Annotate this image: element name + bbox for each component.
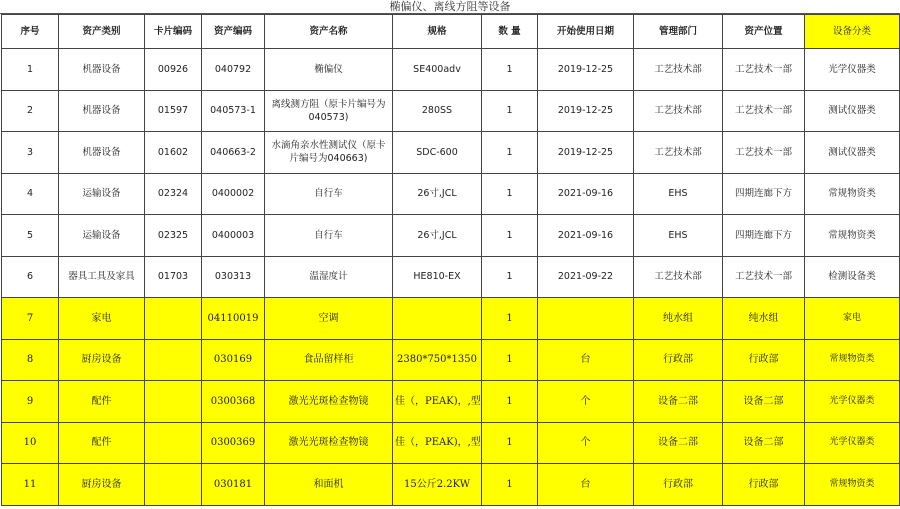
cell-spec[interactable]: 26寸,JCL — [393, 173, 482, 215]
cell-dept[interactable]: 工艺技术部 — [634, 49, 723, 91]
cell-asset-category[interactable]: 厨房设备 — [59, 339, 145, 381]
cell-start-date[interactable]: 2021-09-22 — [538, 256, 634, 298]
cell-quantity[interactable]: 1 — [482, 381, 538, 423]
cell-seq[interactable]: 7 — [2, 298, 59, 340]
header-card-code[interactable]: 卡片编码 — [145, 15, 202, 49]
header-seq[interactable]: 序号 — [2, 15, 59, 49]
cell-equipment-class[interactable]: 常规物资类 — [805, 173, 900, 215]
cell-dept[interactable]: 设备二部 — [634, 381, 723, 423]
cell-asset-code[interactable]: 040792 — [202, 49, 265, 91]
cell-quantity[interactable]: 1 — [482, 132, 538, 174]
cell-dept[interactable]: 工艺技术部 — [634, 132, 723, 174]
cell-equipment-class[interactable]: 光学仪器类 — [805, 49, 900, 91]
cell-card-code[interactable] — [145, 422, 202, 464]
cell-start-date[interactable]: 2021-09-16 — [538, 173, 634, 215]
cell-location[interactable]: 工艺技术一部 — [723, 49, 805, 91]
cell-asset-code[interactable]: 030313 — [202, 256, 265, 298]
asset-table — [1, 14, 900, 506]
header-asset-code[interactable]: 资产编码 — [202, 15, 265, 49]
cell-equipment-class[interactable]: 常规物资类 — [805, 339, 900, 381]
cell-seq[interactable]: 9 — [2, 381, 59, 423]
cell-quantity[interactable]: 1 — [482, 298, 538, 340]
cell-start-date[interactable] — [538, 298, 634, 340]
cell-quantity[interactable]: 1 — [482, 215, 538, 257]
header-dept[interactable]: 管理部门 — [634, 15, 723, 49]
cell-spec[interactable]: SDC-600 — [393, 132, 482, 174]
cell-asset-name[interactable]: 食品留样柜 — [265, 339, 393, 381]
header-asset-category[interactable]: 资产类别 — [59, 15, 145, 49]
cell-dept[interactable]: 行政部 — [634, 464, 723, 506]
cell-card-code[interactable]: 01597 — [145, 90, 202, 132]
cell-asset-category[interactable]: 运输设备 — [59, 173, 145, 215]
cell-spec[interactable]: SE400adv — [393, 49, 482, 91]
cell-equipment-class[interactable]: 光学仪器类 — [805, 381, 900, 423]
cell-location[interactable]: 工艺技术一部 — [723, 256, 805, 298]
cell-asset-name[interactable]: 自行车 — [265, 173, 393, 215]
cell-card-code[interactable] — [145, 339, 202, 381]
cell-asset-name[interactable]: 激光光斑检查物镜 — [265, 381, 393, 423]
cell-quantity[interactable]: 1 — [482, 49, 538, 91]
cell-asset-code[interactable]: 0300369 — [202, 422, 265, 464]
cell-location[interactable]: 工艺技术一部 — [723, 132, 805, 174]
cell-seq[interactable]: 3 — [2, 132, 59, 174]
cell-asset-category[interactable]: 配件 — [59, 422, 145, 464]
cell-location[interactable]: 纯水组 — [723, 298, 805, 340]
cell-location[interactable]: 行政部 — [723, 339, 805, 381]
header-equipment-class[interactable]: 设备分类 — [805, 15, 900, 49]
cell-asset-code[interactable]: 040573-1 — [202, 90, 265, 132]
cell-spec[interactable]: 佳（，PEAK)，,型 — [393, 422, 482, 464]
cell-dept[interactable]: 纯水组 — [634, 298, 723, 340]
cell-asset-category[interactable]: 配件 — [59, 381, 145, 423]
cell-asset-code[interactable]: 030181 — [202, 464, 265, 506]
header-asset-name[interactable]: 资产名称 — [265, 15, 393, 49]
table-row — [2, 256, 900, 298]
cell-asset-code[interactable]: 0300368 — [202, 381, 265, 423]
cell-asset-category[interactable]: 机器设备 — [59, 49, 145, 91]
header-spec[interactable]: 规格 — [393, 15, 482, 49]
cell-asset-name[interactable]: 激光光斑检查物镜 — [265, 422, 393, 464]
cell-start-date[interactable]: 2019-12-25 — [538, 90, 634, 132]
cell-asset-name[interactable]: 离线测方阻（原卡片编号为040573) — [265, 90, 393, 132]
cell-seq[interactable]: 11 — [2, 464, 59, 506]
cell-asset-category[interactable]: 厨房设备 — [59, 464, 145, 506]
cell-seq[interactable]: 8 — [2, 339, 59, 381]
cell-asset-code[interactable]: 0400002 — [202, 173, 265, 215]
cell-equipment-class[interactable]: 测试仪器类 — [805, 132, 900, 174]
cell-spec[interactable]: 280SS — [393, 90, 482, 132]
cell-spec[interactable]: 佳（，PEAK)，,型 — [393, 381, 482, 423]
table-row — [2, 49, 900, 91]
cell-spec[interactable]: HE810-EX — [393, 256, 482, 298]
cell-seq[interactable]: 2 — [2, 90, 59, 132]
table-row — [2, 381, 900, 423]
cell-spec[interactable]: 15公斤2.2KW — [393, 464, 482, 506]
cell-location[interactable]: 设备二部 — [723, 381, 805, 423]
table-row — [2, 215, 900, 257]
cell-quantity[interactable]: 1 — [482, 464, 538, 506]
cell-start-date[interactable]: 台 — [538, 464, 634, 506]
cell-start-date[interactable]: 个 — [538, 422, 634, 464]
cell-asset-name[interactable]: 空调 — [265, 298, 393, 340]
cell-quantity[interactable]: 1 — [482, 173, 538, 215]
cell-spec[interactable]: 2380*750*1350 — [393, 339, 482, 381]
header-quantity[interactable]: 数 量 — [482, 15, 538, 49]
cell-quantity[interactable]: 1 — [482, 90, 538, 132]
cell-asset-name[interactable]: 和面机 — [265, 464, 393, 506]
table-row — [2, 132, 900, 174]
header-location[interactable]: 资产位置 — [723, 15, 805, 49]
header-start-date[interactable]: 开始使用日期 — [538, 15, 634, 49]
cell-card-code[interactable]: 02325 — [145, 215, 202, 257]
cell-asset-code[interactable]: 04110019 — [202, 298, 265, 340]
cell-equipment-class[interactable]: 光学仪器类 — [805, 422, 900, 464]
cell-location[interactable]: 工艺技术一部 — [723, 90, 805, 132]
cell-asset-code[interactable]: 0400003 — [202, 215, 265, 257]
cell-asset-name[interactable]: 温湿度计 — [265, 256, 393, 298]
cell-location[interactable]: 行政部 — [723, 464, 805, 506]
cell-quantity[interactable]: 1 — [482, 339, 538, 381]
cell-location[interactable]: 设备二部 — [723, 422, 805, 464]
cell-seq[interactable]: 4 — [2, 173, 59, 215]
header-row — [2, 15, 900, 49]
cell-spec[interactable]: 26寸,JCL — [393, 215, 482, 257]
sheet-title: 椭偏仪、离线方阻等设备 — [0, 0, 900, 14]
cell-start-date[interactable]: 2019-12-25 — [538, 132, 634, 174]
cell-card-code[interactable]: 02324 — [145, 173, 202, 215]
cell-equipment-class[interactable]: 常规物资类 — [805, 464, 900, 506]
cell-asset-name[interactable]: 椭偏仪 — [265, 49, 393, 91]
cell-seq[interactable]: 6 — [2, 256, 59, 298]
cell-spec[interactable] — [393, 298, 482, 340]
cell-seq[interactable]: 1 — [2, 49, 59, 91]
cell-dept[interactable]: 工艺技术部 — [634, 256, 723, 298]
table-row — [2, 90, 900, 132]
cell-start-date[interactable]: 个 — [538, 381, 634, 423]
cell-asset-code[interactable]: 030169 — [202, 339, 265, 381]
cell-card-code[interactable]: 01703 — [145, 256, 202, 298]
cell-dept[interactable]: EHS — [634, 215, 723, 257]
cell-card-code[interactable] — [145, 298, 202, 340]
cell-asset-code[interactable]: 040663-2 — [202, 132, 265, 174]
table-row — [2, 173, 900, 215]
cell-dept[interactable]: EHS — [634, 173, 723, 215]
cell-dept[interactable]: 行政部 — [634, 339, 723, 381]
cell-start-date[interactable]: 2021-09-16 — [538, 215, 634, 257]
cell-asset-category[interactable]: 家电 — [59, 298, 145, 340]
cell-asset-name[interactable]: 自行车 — [265, 215, 393, 257]
cell-equipment-class[interactable]: 检测设备类 — [805, 256, 900, 298]
table-row — [2, 339, 900, 381]
cell-equipment-class[interactable]: 常规物资类 — [805, 215, 900, 257]
cell-card-code[interactable] — [145, 381, 202, 423]
cell-start-date[interactable]: 2019-12-25 — [538, 49, 634, 91]
cell-start-date[interactable]: 台 — [538, 339, 634, 381]
table-row — [2, 464, 900, 506]
cell-seq[interactable]: 5 — [2, 215, 59, 257]
table-row — [2, 422, 900, 464]
cell-equipment-class[interactable]: 测试仪器类 — [805, 90, 900, 132]
cell-location[interactable]: 四期连廊下方 — [723, 173, 805, 215]
table-row — [2, 298, 900, 340]
cell-asset-category[interactable]: 器具工具及家具 — [59, 256, 145, 298]
cell-asset-category[interactable]: 机器设备 — [59, 90, 145, 132]
cell-equipment-class[interactable]: 家电 — [805, 298, 900, 340]
cell-card-code[interactable]: 01602 — [145, 132, 202, 174]
cell-asset-category[interactable]: 运输设备 — [59, 215, 145, 257]
cell-dept[interactable]: 工艺技术部 — [634, 90, 723, 132]
cell-quantity[interactable]: 1 — [482, 422, 538, 464]
cell-seq[interactable]: 10 — [2, 422, 59, 464]
cell-asset-category[interactable]: 机器设备 — [59, 132, 145, 174]
cell-location[interactable]: 四期连廊下方 — [723, 215, 805, 257]
cell-card-code[interactable] — [145, 464, 202, 506]
cell-card-code[interactable]: 00926 — [145, 49, 202, 91]
cell-asset-name[interactable]: 水滴角亲水性测试仪（原卡片编号为040663) — [265, 132, 393, 174]
cell-quantity[interactable]: 1 — [482, 256, 538, 298]
cell-dept[interactable]: 设备二部 — [634, 422, 723, 464]
